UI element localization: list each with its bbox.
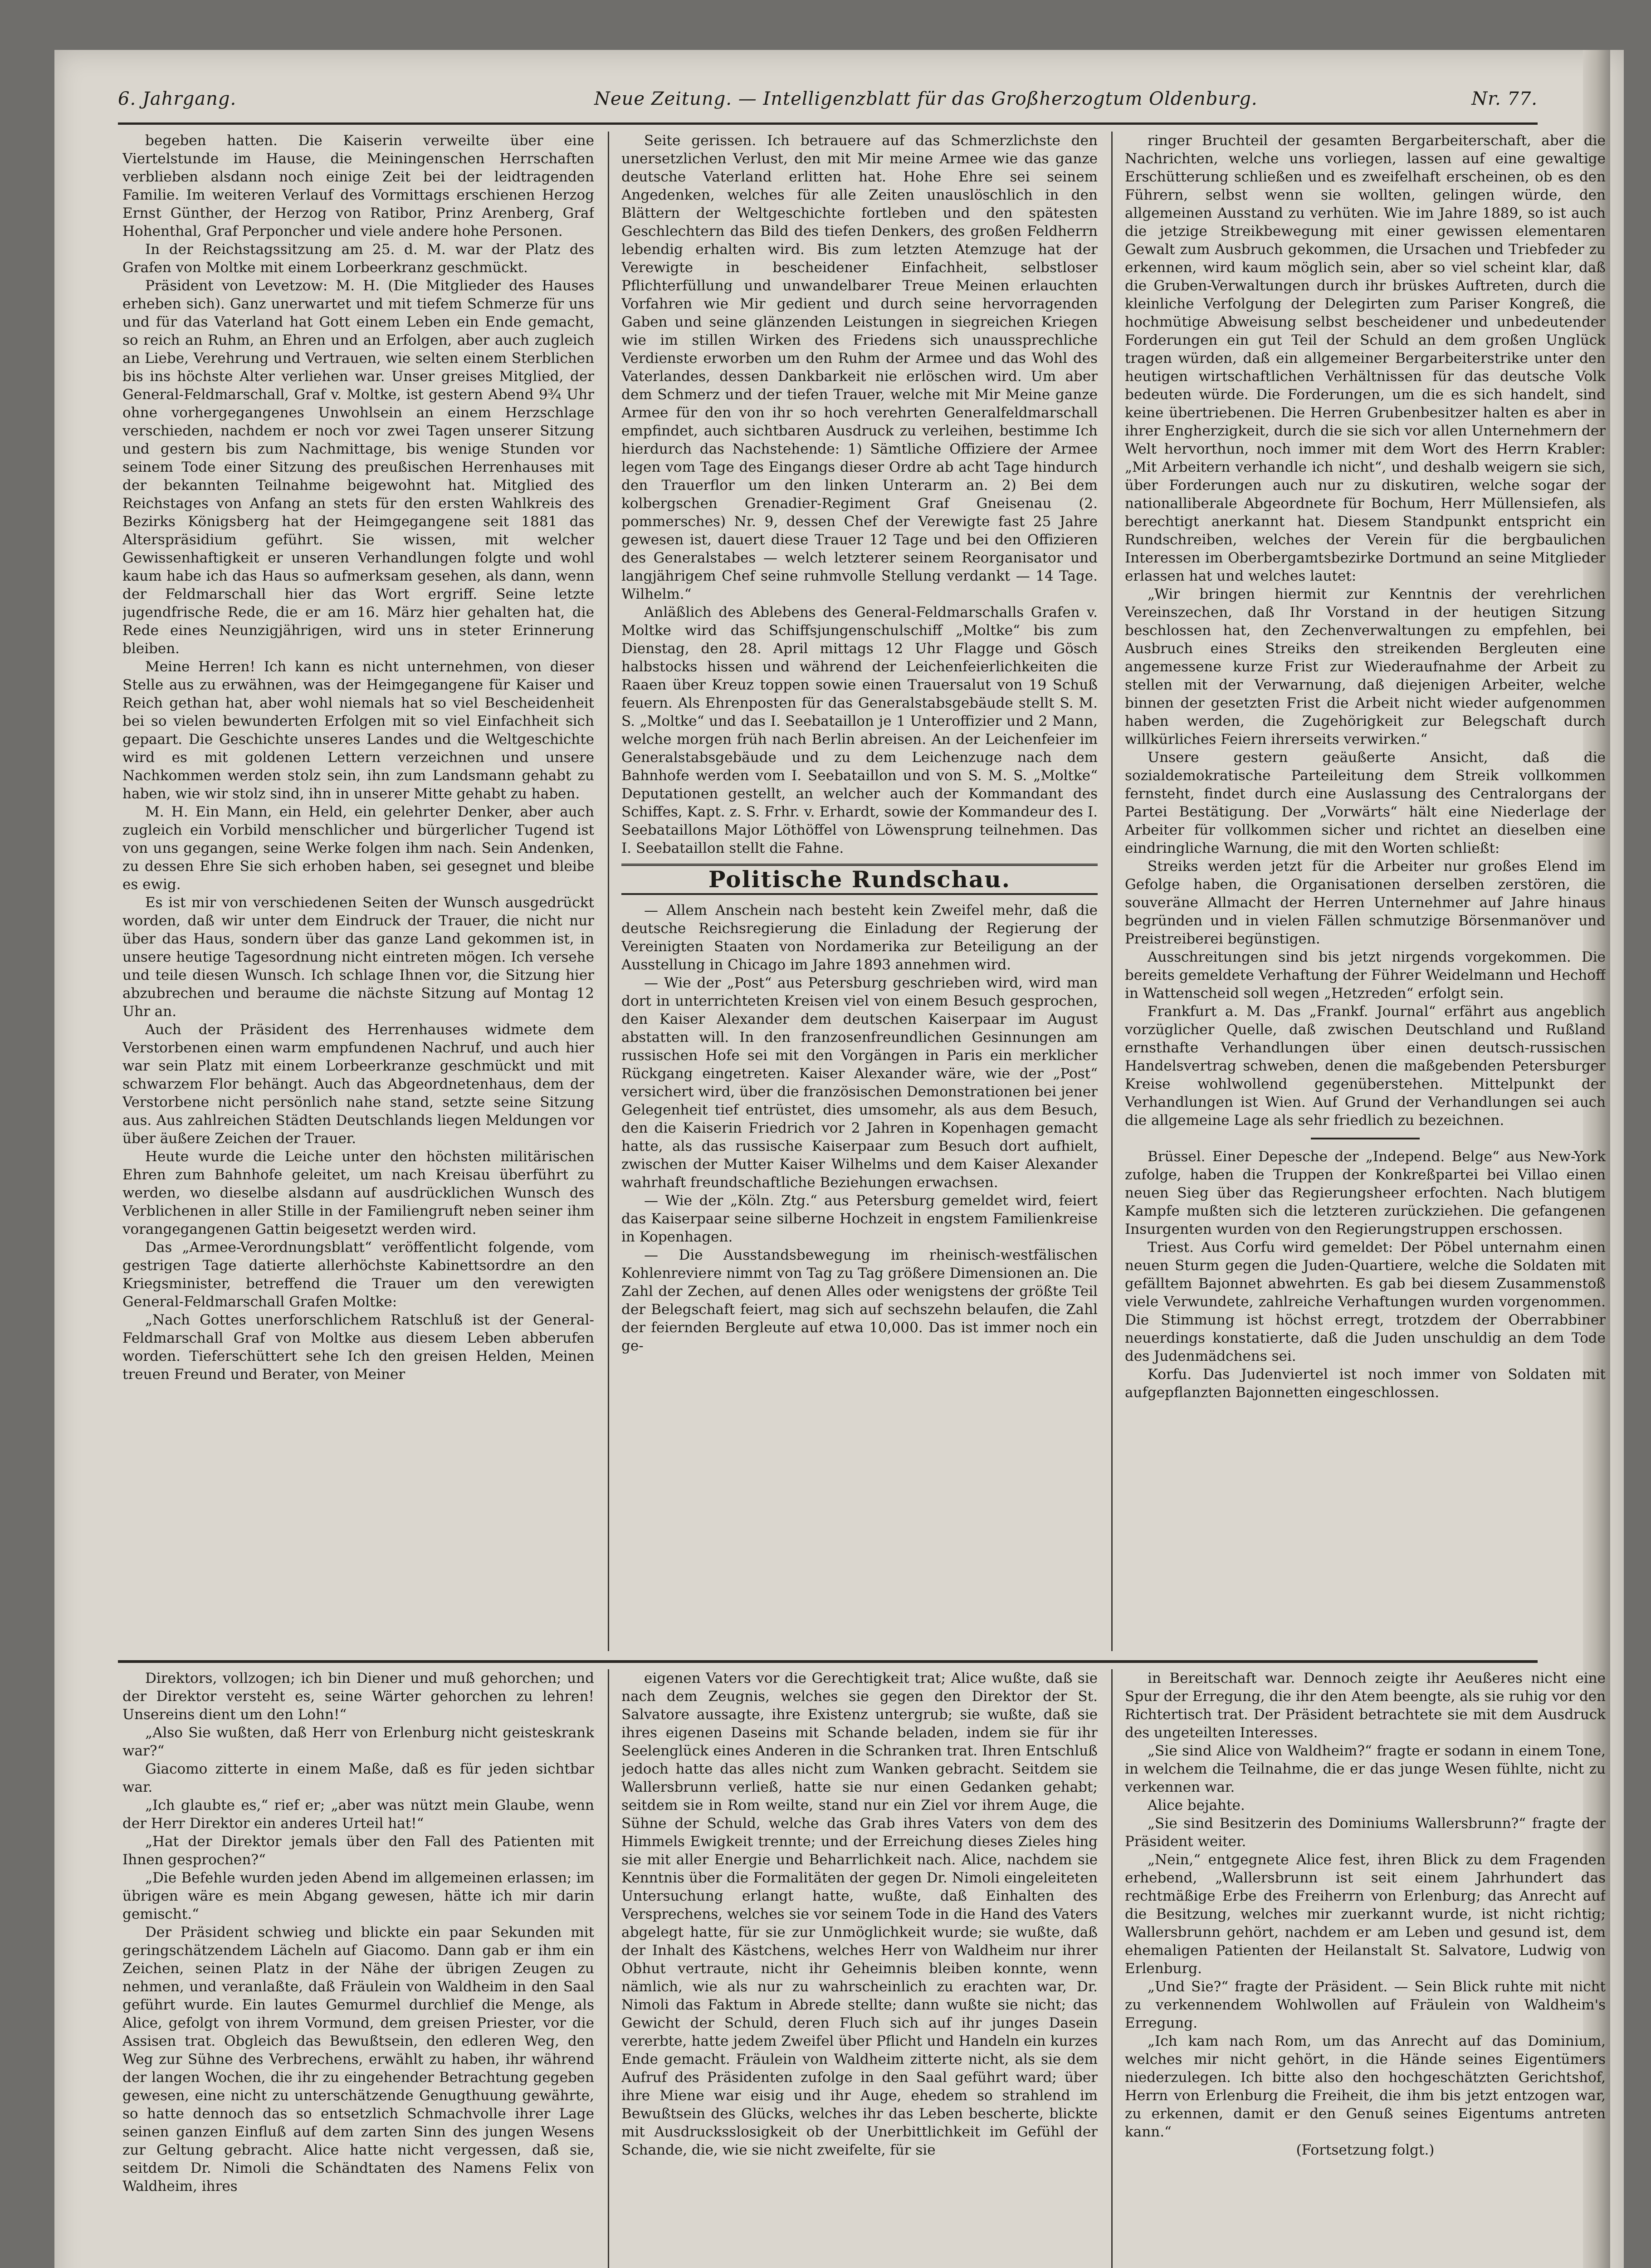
paragraph: — Wie der „Köln. Ztg.“ aus Petersburg gemeldet wird, feiert das Kaiserpaar seine silberne Hochzeit in engstem Familienkreise in Kopenhagen. — [621, 1193, 1098, 1245]
column-1 — [122, 132, 594, 1651]
paragraph: Alice bejahte. — [1148, 1797, 1245, 1813]
feuilleton-column-2 — [621, 1669, 1098, 2268]
section-title: Politische Rundschau. — [621, 864, 1098, 895]
column-3 — [1125, 132, 1606, 1651]
paragraph: Das „Armee-Verordnungsblatt“ veröffentlicht folgende, vom gestrigen Tage datierte allerhöchste Kabinettsordre an den Kriegsminister, betreffend die Trauer um den verewigten General-Feldmarschall Grafen Moltke: — [122, 1239, 594, 1310]
paragraph: — Wie der „Post“ aus Petersburg geschrieben wird, wird man dort in unterrichteten Kreisen viel von einem Besuch gesprochen, den Kaiser Alexander dem deutschen Kaiserpaar im August abstatten will. In den franzosenfreundlichen Gesinnungen am russischen Hofe sei mit den Vorgängen in Paris ein merklicher Rückgang eingetreten. Kaiser Alexander wäre, wie der „Post“ versichert wird, über die französischen Demonstrationen bei jener Gelegenheit tief entrüstet, dies umsomehr, als aus dem Besuch, den die Kaiserin Friedrich vor 2 Jahren in Kopenhagen gemacht hatte, als das russische Kaiserpaar zum Besuch dort aufhielt, zwischen der Mutter Kaiser Wilhelms und dem Kaiser Alexander wahrhaft freundschaftliche Beziehungen erwachsen. — [621, 975, 1098, 1191]
paragraph: M. H. Ein Mann, ein Held, ein gelehrter Denker, aber auch zugleich ein Vorbild menschlicher und bürgerlicher Tugend ist von uns gegangen, seine Werke folgen ihm nach. Sein Andenken, zu dessen Ehre Sie sich erhoben haben, sei gesegnet und bleibe es ewig. — [122, 804, 594, 893]
feuilleton-column-1 — [122, 1669, 594, 2268]
paragraph: — Allem Anschein nach besteht kein Zweifel mehr, daß die deutsche Reichsregierung die Einladung der Regierung der Vereinigten Staaten von Nordamerika zur Beteiligung an der Ausstellung in Chicago im Jahre 1893 annehmen wird. — [621, 902, 1098, 973]
column-rule — [1111, 1669, 1113, 2268]
paragraph: Streiks werden jetzt für die Arbeiter nur großes Elend im Gefolge haben, die Organisationen derselben zerstören, die souveräne Allmacht der Herren Unternehmer auf Jahre hinaus begründen und in vielen Fällen schmutzige Börsenmanöver und Preistreiberei begünstigen. — [1125, 858, 1606, 947]
paragraph: ringer Bruchteil der gesamten Bergarbeiterschaft, aber die Nachrichten, welche uns vorliegen, lassen auf eine gewaltige Erschütterung schließen und es zweifelhaft erscheinen, ob es den Führern, selbst wenn sie wollten, gelingen würde, den allgemeinen Ausstand zu verhüten. Wie im Jahre 1889, so ist auch die jetzige Streikbewegung mit einer gewissen elementaren Gewalt zum Ausbruch gekommen, die Ursachen und Triebfeder zu erkennen, wird kaum möglich sein, aber so viel scheint klar, daß die Gruben-Verwaltungen durch ihr brüskes Auftreten, durch die kleinliche Verfolgung der Delegirten zum Pariser Kongreß, die hochmütige Abweisung selbst bescheidener und unbedeutender Forderungen ein gut Teil der Schuld an dem großen Unglück tragen würden, daß ein allgemeiner Bergarbeiterstrike unter den heutigen wirtschaftlichen Verhältnissen für das deutsche Volk bedeuten würde. Die Forderungen, um die es sich handelt, sind keine übertriebenen. Die Herren Grubenbesitzer halten es aber in ihrer Engherzigkeit, durch die sie sich vor allen Unternehmern der Welt hervorthun, noch immer mit dem Wort des Herrn Krabler: „Mit Arbeitern verhandle ich nicht“, und deshalb weigern sie sich, über Forderungen auch nur zu diskutiren, welche sogar der nationalliberale Abgeordnete für Bochum, Herr Müllensiefen, als berechtigt anerkannt hat. Diesem Standpunkt entspricht ein Rundschreiben, welches der Verein für die bergbaulichen Interessen im Oberbergamtsbezirke Dortmund an seine Mitglieder erlassen hat und welches lautet: — [1125, 132, 1606, 584]
paragraph: „Und Sie?“ fragte der Präsident. — Sein Blick ruhte mit nicht zu verkennendem Wohlwollen auf Fräulein von Waldheim's Erregung. — [1125, 1979, 1606, 2031]
paragraph: „Hat der Direktor jemals über den Fall des Patienten mit Ihnen gesprochen?“ — [122, 1833, 594, 1868]
column-rule — [608, 1669, 609, 2268]
header-rule — [118, 122, 1538, 125]
paragraph: Ausschreitungen sind bis jetzt nirgends vorgekommen. Die bereits gemeldete Verhaftung der Führer Weidelmann und Hechoff in Wattenscheid soll wegen „Hetzreden“ erfolgt sein. — [1125, 949, 1606, 1002]
paragraph: Unsere gestern geäußerte Ansicht, daß die sozialdemokratische Parteileitung dem Streik vollkommen fernsteht, findet durch eine Auslassung des Centralorgans der Partei Bestätigung. Der „Vorwärts“ hält eine Niederlage der Arbeiter für vollkommen sicher und richtet an dieselben eine eindringliche Warnung, die mit den Worten schließt: — [1125, 749, 1606, 856]
paragraph: eigenen Vaters vor die Gerechtigkeit trat; Alice wußte, daß sie nach dem Zeugnis, welches sie gegen den Direktor der St. Salvatore aussagte, ihre Existenz untergrub; sie wußte, daß sie ihres eigenen Daseins mit Schande beladen, indem sie für ihr Seelenglück eines Anderen in die Schranken trat. Ihren Entschluß jedoch hatte das alles nicht zum Wanken gebracht. Seitdem sie Wallersbrunn verließ, hatte sie nur einen Gedanken gehabt; seitdem sie in Rom weilte, stand nur ein Ziel vor ihrem Auge, die Sühne der Schuld, welche das Grab ihres Vaters von dem des Himmels Ewigkeit trennte; und der Erreichung dieses Zieles hing sie mit aller Energie und Beharrlichkeit nach. Alice, nachdem sie Kenntnis über die Formalitäten der gegen Dr. Nimoli eingeleiteten Untersuchung erlangt hatte, wußte, daß Einhalten des Versprechens, welches sie vor seinem Tode in die Hand des Vaters abgelegt hatte, für sie zur Unmöglichkeit wurde; sie wußte, daß der Inhalt des Kästchens, welches Herr von Waldheim nur ihrer Obhut vertraute, nicht ihr Geheimnis bleiben konnte, wenn nämlich, wie als nur zu wahrscheinlich zu erachten war, Dr. Nimoli das Faktum in Abrede stellte; dann wußte sie nicht; das Gewicht der Schuld, deren Fluch sich auf ihr junges Dasein vererbte, hatte jedem Zweifel über Pflicht und Handeln ein kurzes Ende gemacht. Fräulein von Waldheim zitterte nicht, als sie dem Aufruf des Präsidenten zufolge in den Saal geführt ward; über ihre Miene war eisig und ihr Auge, ehedem so strahlend im Bewußtsein des Glücks, welches ihr das Leben bescherte, blickte mit Ausdrucksslosigkeit ob der Unerbittlichkeit im Gefühl der Schande, die, wie sie nicht zweifelte, für sie — [621, 1670, 1098, 2158]
paragraph: „Wir bringen hiermit zur Kenntnis der verehrlichen Vereinszechen, daß Ihr Vorstand in der heutigen Sitzung beschlossen hat, den Zechenverwaltungen zu empfehlen, bei Ausbruch eines Streiks den streikenden Bergleuten eine angemessene kurze Frist zur Wiederaufnahme der Arbeit zu stellen mit der Verwarnung, daß diejenigen Arbeiter, welche binnen der gesetzten Frist die Arbeit nicht wieder aufgenommen haben werden, die Zugehörigkeit zur Belegschaft durch willkürliches Feiern ihrerseits verwirken.“ — [1125, 586, 1606, 748]
paragraph: Es ist mir von verschiedenen Seiten der Wunsch ausgedrückt worden, daß wir unter dem Eindruck der Trauer, die nicht nur über das Haus, sondern über das ganze Land gekommen ist, in unsere heutige Tagesordnung nicht eintreten mögen. Ich versehe und teile diesen Wunsch. Ich schlage Ihnen vor, die Sitzung hier abzubrechen und beraume die nächste Sitzung auf Montag 12 Uhr an. — [122, 894, 594, 1020]
paragraph: Direktors, vollzogen; ich bin Diener und muß gehorchen; und der Direktor versteht es, seine Wärter gehorchen zu lehren! Unsereins dient um den Lohn!“ — [122, 1670, 594, 1723]
paragraph: In der Reichstagssitzung am 25. d. M. war der Platz des Grafen von Moltke mit einem Lorbeerkranz geschmückt. — [122, 241, 594, 276]
column-2 — [621, 132, 1098, 1651]
paragraph: in Bereitschaft war. Dennoch zeigte ihr Aeußeres nicht eine Spur der Erregung, die ihr den Atem beengte, als sie ruhig vor den Richtertisch trat. Der Präsident betrachtete sie mit dem Ausdruck des ungeteilten Interesses. — [1125, 1670, 1606, 1741]
paragraph: „Ich kam nach Rom, um das Anrecht auf das Dominium, welches mir nicht gehört, in die Hände seines Eigentümers niederzulegen. Ich bitte also den hochgeschätzten Gerichtshof, Herrn von Erlenburg die Freiheit, die ihm bis jetzt entzogen war, zu erkennen, damit er den Genuß seines Eigentums antreten kann.“ — [1125, 2033, 1606, 2140]
paragraph: Auch der Präsident des Herrenhauses widmete dem Verstorbenen einen warm empfundenen Nachruf, und auch hier war sein Platz mit einem Lorbeerkranze geschmückt und mit schwarzem Flor behängt. Auch das Abgeordnetenhaus, dem der Verstorbene nicht persönlich nahe stand, setzte seine Sitzung aus. Aus zahlreichen Städten Deutschlands liegen Meldungen vor über äußere Zeichen der Trauer. — [122, 1022, 594, 1147]
paragraph: „Sie sind Besitzerin des Dominiums Wallersbrunn?“ fragte der Präsident weiter. — [1125, 1815, 1606, 1850]
paragraph: Anläßlich des Ablebens des General-Feldmarschalls Grafen v. Moltke wird das Schiffsjungenschulschiff „Moltke“ bis zum Dienstag, den 28. April mittags 12 Uhr Flagge und Gösch halbstocks hissen und während der Leichenfeierlichkeiten die Raaen über Kreuz toppen sowie einen Trauersalut von 19 Schuß feuern. Als Ehrenposten für das Generalstabsgebäude stellt S. M. S. „Moltke“ und das I. Seebataillon je 1 Unteroffizier und 2 Mann, welche morgen früh nach Berlin abreisen. An der Leichenfeier im Generalstabsgebäude und zu dem Leichenzuge nach dem Bahnhofe werden vom I. Seebataillon und von S. M. S. „Moltke“ Deputationen gestellt, an welcher auch der Kommandant des Schiffes, Kapt. z. S. Frhr. v. Erhardt, sowie der Kommandeur des I. Seebataillons Major Löthöffel von Löwensprung teilnehmen. Das I. Seebataillon stellt die Fahne. — [621, 604, 1098, 856]
volume-label: 6. Jahrgang. — [118, 88, 237, 109]
feuilleton-column-3 — [1125, 1669, 1606, 2268]
paragraph: „Also Sie wußten, daß Herr von Erlenburg nicht geisteskrank war?“ — [122, 1725, 594, 1759]
paragraph: — Die Ausstandsbewegung im rheinisch-westfälischen Kohlenreviere nimmt von Tag zu Tag größere Dimensionen an. Die Zahl der Zechen, auf denen Alles oder wenigstens der größte Teil der Belegschaft feiert, mag sich auf sechszehn belaufen, die Zahl der feiernden Bergleute auf etwa 10,000. Das ist immer noch ein ge- — [621, 1247, 1098, 1354]
separator-rule — [1311, 1138, 1420, 1139]
paragraph: (Fortsetzung folgt.) — [1296, 2142, 1435, 2158]
masthead-title: Neue Zeitung. — Intelligenzblatt für das Großherzogtum Oldenburg. — [594, 88, 1258, 109]
paragraph: Triest. Aus Corfu wird gemeldet: Der Pöbel unternahm einen neuen Sturm gegen die Juden-Quartiere, welche die Soldaten mit gefälltem Bajonnet abwehrten. Es gab bei diesem Zusammenstoß viele Verwundete, zahlreiche Verhaftungen wurden vorgenommen. Die Stimmung ist höchst erregt, trotzdem der Oberrabbiner neuerdings konstatierte, daß die Juden unschuldig an dem Tode des Judenmädchens sei. — [1125, 1239, 1606, 1364]
feuilleton-rule — [118, 1660, 1538, 1663]
paragraph: Seite gerissen. Ich betrauere auf das Schmerzlichste den unersetzlichen Verlust, den mit Mir meine Armee wie das ganze deutsche Vaterland erlitten hat. Hohe Ehre sei seinem Angedenken, welches für alle Zeiten unauslöschlich in den Blättern der Weltgeschichte fortleben und den spätesten Geschlechtern das Bild des tiefen Denkers, des großen Feldherrn lebendig erhalten wird. Bis zum letzten Atemzuge hat der Verewigte in bescheidener Einfachheit, selbstloser Pflichterfüllung und unwandelbarer Treue Meinen erlauchten Vorfahren wie Mir gedient und durch seine hervorragenden Gaben und seine glänzenden Leistungen in siegreichen Kriegen wie im stillen Wirken des Friedens sich unaussprechliche Verdienste erworben um den Ruhm der Armee und das Wohl des Vaterlandes, dessen Dankbarkeit nie erlöschen wird. Um aber dem Schmerz und der tiefen Trauer, welche mit Mir Meine ganze Armee für den von ihr so hoch verehrten Generalfeldmarschall empfindet, auch sichtbaren Ausdruck zu verleihen, bestimme Ich hierdurch das Nachstehende: 1) Sämtliche Offiziere der Armee legen vom Tage des Eingangs dieser Ordre ab acht Tage hindurch den Trauerflor um den linken Unterarm an. 2) Bei dem kolbergschen Grenadier-Regiment Graf Gneisenau (2. pommersches) Nr. 9, dessen Chef der Verewigte fast 25 Jahre gewesen ist, dauert diese Trauer 12 Tage und bei den Offizieren des Generalstabes — welch letzterer seinem Reorganisator und langjährigem Chef seine ruhmvolle Stellung verdankt — 14 Tage. Wilhelm.“ — [621, 132, 1098, 602]
paragraph: „Nach Gottes unerforschlichem Ratschluß ist der General-Feldmarschall Graf von Moltke aus diesem Leben abberufen worden. Tieferschüttert sehe Ich den greisen Helden, Meinen treuen Freund und Berater, von Meiner — [122, 1312, 594, 1383]
paragraph: Brüssel. Einer Depesche der „Independ. Belge“ aus New-York zufolge, haben die Truppen der Konkreßpartei bei Villao einen neuen Sieg über das Regierungsheer erfochten. Nach blutigem Kampfe mußten sich die letzteren zurückziehen. Die gefangenen Insurgenten wurden von den Regierungstruppen erschossen. — [1125, 1149, 1606, 1237]
paragraph: „Ich glaubte es,“ rief er; „aber was nützt mein Glaube, wenn der Herr Direktor ein anderes Urteil hat!“ — [122, 1797, 594, 1832]
page-header — [118, 84, 1538, 120]
paragraph: Frankfurt a. M. Das „Frankf. Journal“ erfährt aus angeblich vorzüglicher Quelle, daß zwischen Deutschland und Rußland ernsthafte Verhandlungen über einen deutsch-russischen Handelsvertrag schweben, denen die maßgebenden Petersburger Kreise wohlwollend gegenüberstehen. Mittelpunkt der Verhandlungen ist Wien. Auf Grund der Verhandlungen sei auch die allgemeine Lage als sehr friedlich zu bezeichnen. — [1125, 1003, 1606, 1129]
paragraph: Korfu. Das Judenviertel ist noch immer von Soldaten mit aufgepflanzten Bajonnetten eingeschlossen. — [1125, 1366, 1606, 1401]
issue-number: Nr. 77. — [1471, 88, 1538, 109]
paragraph: Giacomo zitterte in einem Maße, daß es für jeden sichtbar war. — [122, 1761, 594, 1795]
paragraph: „Die Befehle wurden jeden Abend im allgemeinen erlassen; im übrigen wäre es mein Abgang gewesen, hätte ich mir darin gemischt.“ — [122, 1870, 594, 1922]
column-rule — [608, 132, 609, 1651]
paragraph: „Sie sind Alice von Waldheim?“ fragte er sodann in einem Tone, in welchem die Teilnahme, die er das junge Wesen fühlte, nicht zu verkennen war. — [1125, 1743, 1606, 1795]
column-rule — [1111, 132, 1113, 1651]
paragraph: Der Präsident schwieg und blickte ein paar Sekunden mit geringschätzendem Lächeln auf Giacomo. Dann gab er ihm ein Zeichen, seinen Platz in der Nähe der übrigen Zeugen zu nehmen, und veranlaßte, daß Fräulein von Waldheim in den Saal geführt wurde. Ein lautes Gemurmel durchlief die Menge, als Alice, gefolgt von ihrem Vormund, dem greisen Priester, vor die Assisen trat. Obgleich das Bewußtsein, den edleren Weg, den Weg zur Sühne des Verbrechens, erwählt zu haben, ihr während der langen Wochen, die ihr zu eingehender Betrachtung gegeben gewesen, eine nicht zu unterschätzende Genugthuung gewährte, so hatte dennoch das so entsetzlich Schmachvolle ihrer Lage seinen ganzen Einfluß auf dem zarten Sinn des jungen Wesens zur Geltung gebracht. Alice hatte nicht vergessen, daß sie, seitdem Dr. Nimoli die Schändtaten des Namens Felix von Waldheim, ihres — [122, 1924, 594, 2195]
paragraph: Heute wurde die Leiche unter den höchsten militärischen Ehren zum Bahnhofe geleitet, um nach Kreisau überführt zu werden, wo dieselbe alsdann auf ausdrücklichen Wunsch des Verblichenen in aller Stille in der Familiengruft neben seiner ihm vorangegangenen Gattin beigesetzt werden wird. — [122, 1149, 594, 1237]
paragraph: Präsident von Levetzow: M. H. (Die Mitglieder des Hauses erheben sich). Ganz unerwartet und mit tiefem Schmerze für uns und für das Vaterland hat Gott einem Leben ein Ende gemacht, so reich an Ruhm, an Ehren und an Erfolgen, aber auch zugleich an Liebe, Verehrung und Vertrauen, wie selten einem Sterblichen bis ins höchste Alter verliehen war. Unser greises Mitglied, der General-Feldmarschall, Graf v. Moltke, ist gestern Abend 9¾ Uhr ohne vorhergegangenes Unwohlsein an einem Herzschlage verschieden, nachdem er noch vor zwei Tagen unserer Sitzung und gestern bis zum Nachmittage, bis wenige Stunden vor seinem Tode einer Sitzung des preußischen Herrenhauses mit der bekannten Teilnahme beigewohnt hat. Mitglied des Reichstages von Anfang an stets für den ersten Wahlkreis des Bezirks Königsberg hat der Heimgegangene seit 1881 das Alterspräsidium geführt. Sie wissen, mit welcher Gewissenhaftigkeit er unseren Verhandlungen folgte und wohl kaum habe ich das Haus so aufmerksam gesehen, als dann, wenn der Feldmarschall hier das Wort ergriff. Seine letzte jugendfrische Rede, die er am 16. März hier gehalten hat, die Rede eines Neunzigjährigen, wird uns in steter Erinnerung bleiben. — [122, 278, 594, 657]
paragraph: „Nein,“ entgegnete Alice fest, ihren Blick zu dem Fragenden erhebend, „Wallersbrunn ist seit einem Jahrhundert das rechtmäßige Erbe des Freiherrn von Erlenburg; das Anrecht auf die Besitzung, welches mir zuerkannt wurde, ist nicht richtig; Wallersbrunn gehört, nachdem er am Leben und gesund ist, dem ehemaligen Patienten der Heilanstalt St. Salvatore, Ludwig von Erlenburg. — [1125, 1852, 1606, 1977]
paragraph: begeben hatten. Die Kaiserin verweilte über eine Viertelstunde im Hause, die Meiningenschen Herrschaften verblieben alsdann noch einige Zeit bei der leidtragenden Familie. Im weiteren Verlauf des Vormittags erschienen Herzog Ernst Günther, der Herzog von Ratibor, Prinz Arenberg, Graf Hohenthal, Graf Perponcher und viele andere hohe Personen. — [122, 132, 594, 240]
paragraph: Meine Herren! Ich kann es nicht unternehmen, von dieser Stelle aus zu erwähnen, was der Heimgegangene für Kaiser und Reich gethan hat, aber wohl niemals hat so viel Bescheidenheit bei so vielen bewunderten Erfolgen mit so viel Einfachheit sich gepaart. Die Geschichte unseres Landes und die Weltgeschichte wird es mit goldenen Lettern verzeichnen und unsere Nachkommen werden stolz sein, ihn zum Landsmann gehabt zu haben, wie wir stolz sind, ihn in unserer Mitte gehabt zu haben. — [122, 659, 594, 802]
